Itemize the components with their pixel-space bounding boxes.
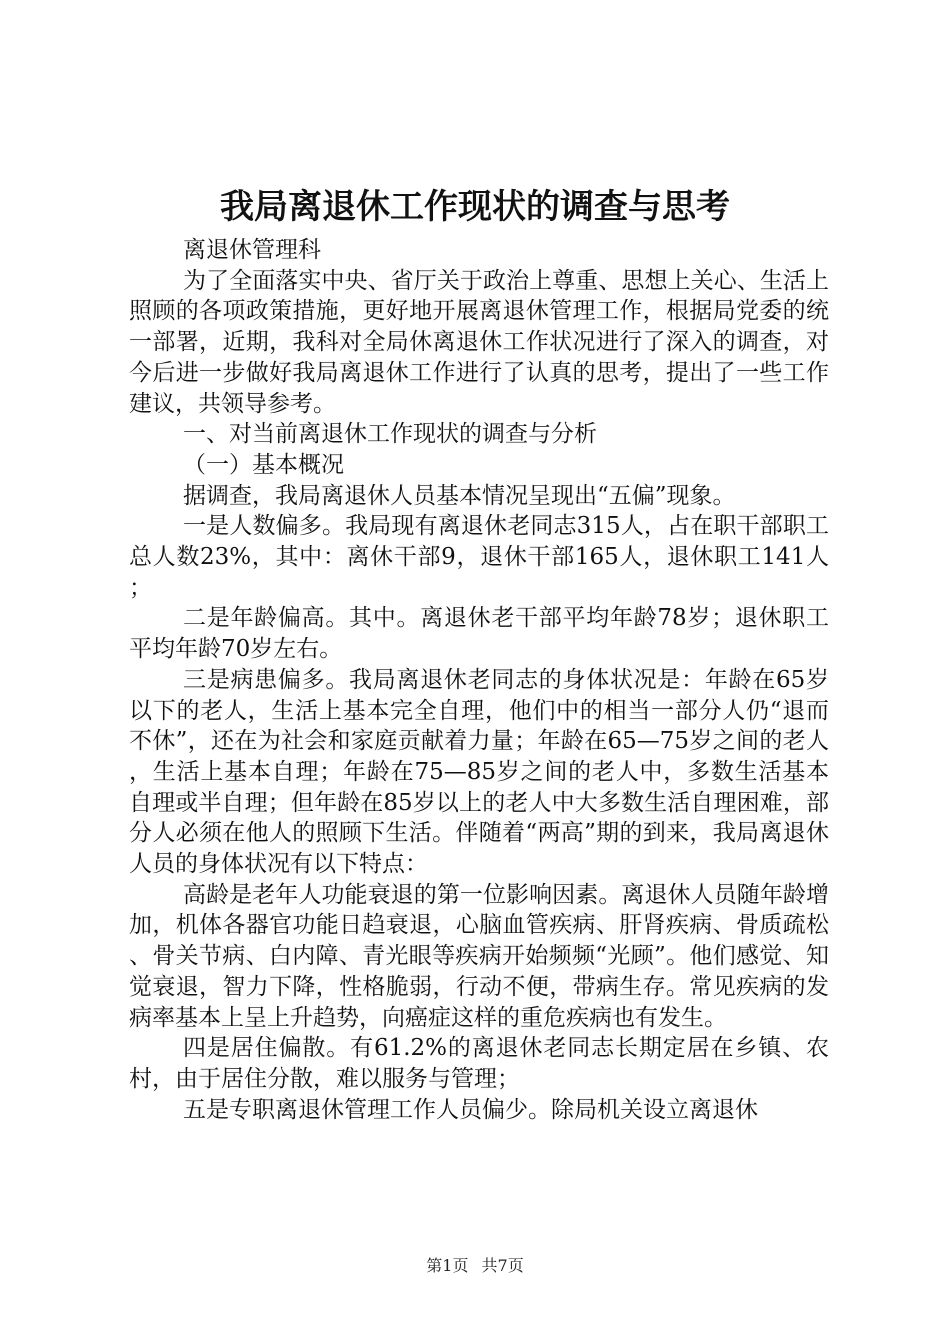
- document-title: 我局离退休工作现状的调查与思考: [220, 187, 730, 227]
- paragraph: 据调查，我局离退休人员基本情况呈现出“五偏”现象。: [183, 482, 736, 509]
- document-body: [129, 235, 829, 1125]
- paragraph: 四是居住偏散。有61.2%的离退休老同志长期定居在乡镇、农村，由于居住分散，难以服务与管理；: [129, 1035, 829, 1092]
- page-footer: [0, 1255, 950, 1277]
- section-heading: 一、对当前离退休工作现状的调查与分析: [183, 421, 597, 448]
- paragraph: 高龄是老年人功能衰退的第一位影响因素。离退休人员随年龄增加，机体各器官功能日趋衰退，心脑血管疾病、肝肾疾病、骨质疏松、骨关节病、白内障、青光眼等疾病开始频频“光顾”。他们感觉、知觉衰退，智力下降，性格脆弱，行动不便，带病生存。常见疾病的发病率基本上呈上升趋势，向癌症这样的重危疾病也有发生。: [129, 881, 829, 1031]
- paragraph: 三是病患偏多。我局离退休老同志的身体状况是：年龄在65岁以下的老人，生活上基本完全自理，他们中的相当一部分人仍“退而不休”，还在为社会和家庭贡献着力量；年龄在65—75岁之间的老人，生活上基本自理；年龄在75—85岁之间的老人中，多数生活基本自理或半自理；但年龄在85岁以上的老人中大多数生活自理困难，部分人必须在他人的照顾下生活。伴随着“两高”期的到来，我局离退休人员的身体状况有以下特点：: [129, 666, 829, 878]
- paragraph: 为了全面落实中央、省厅关于政治上尊重、思想上关心、生活上照顾的各项政策措施，更好地开展离退休管理工作，根据局党委的统一部署，近期，我科对全局休离退休工作状况进行了深入的调查，对今后进一步做好我局离退休工作进行了认真的思考，提出了一些工作建议，共领导参考。: [129, 267, 829, 417]
- paragraph: 二是年龄偏高。其中。离退休老干部平均年龄78岁；退休职工平均年龄70岁左右。: [129, 605, 829, 663]
- author-line: 离退休管理科: [183, 237, 321, 263]
- paragraph: 五是专职离退休管理工作人员偏少。除局机关设立离退休: [183, 1096, 758, 1123]
- page-total: 共7页: [481, 1256, 524, 1275]
- subsection-heading: （一）基本概况: [183, 451, 344, 478]
- page-number: 第1页: [426, 1256, 469, 1275]
- paragraph: 一是人数偏多。我局现有离退休老同志315人，占在职干部职工总人数23%，其中：离休干部9，退休干部165人，退休职工141人；: [129, 513, 829, 601]
